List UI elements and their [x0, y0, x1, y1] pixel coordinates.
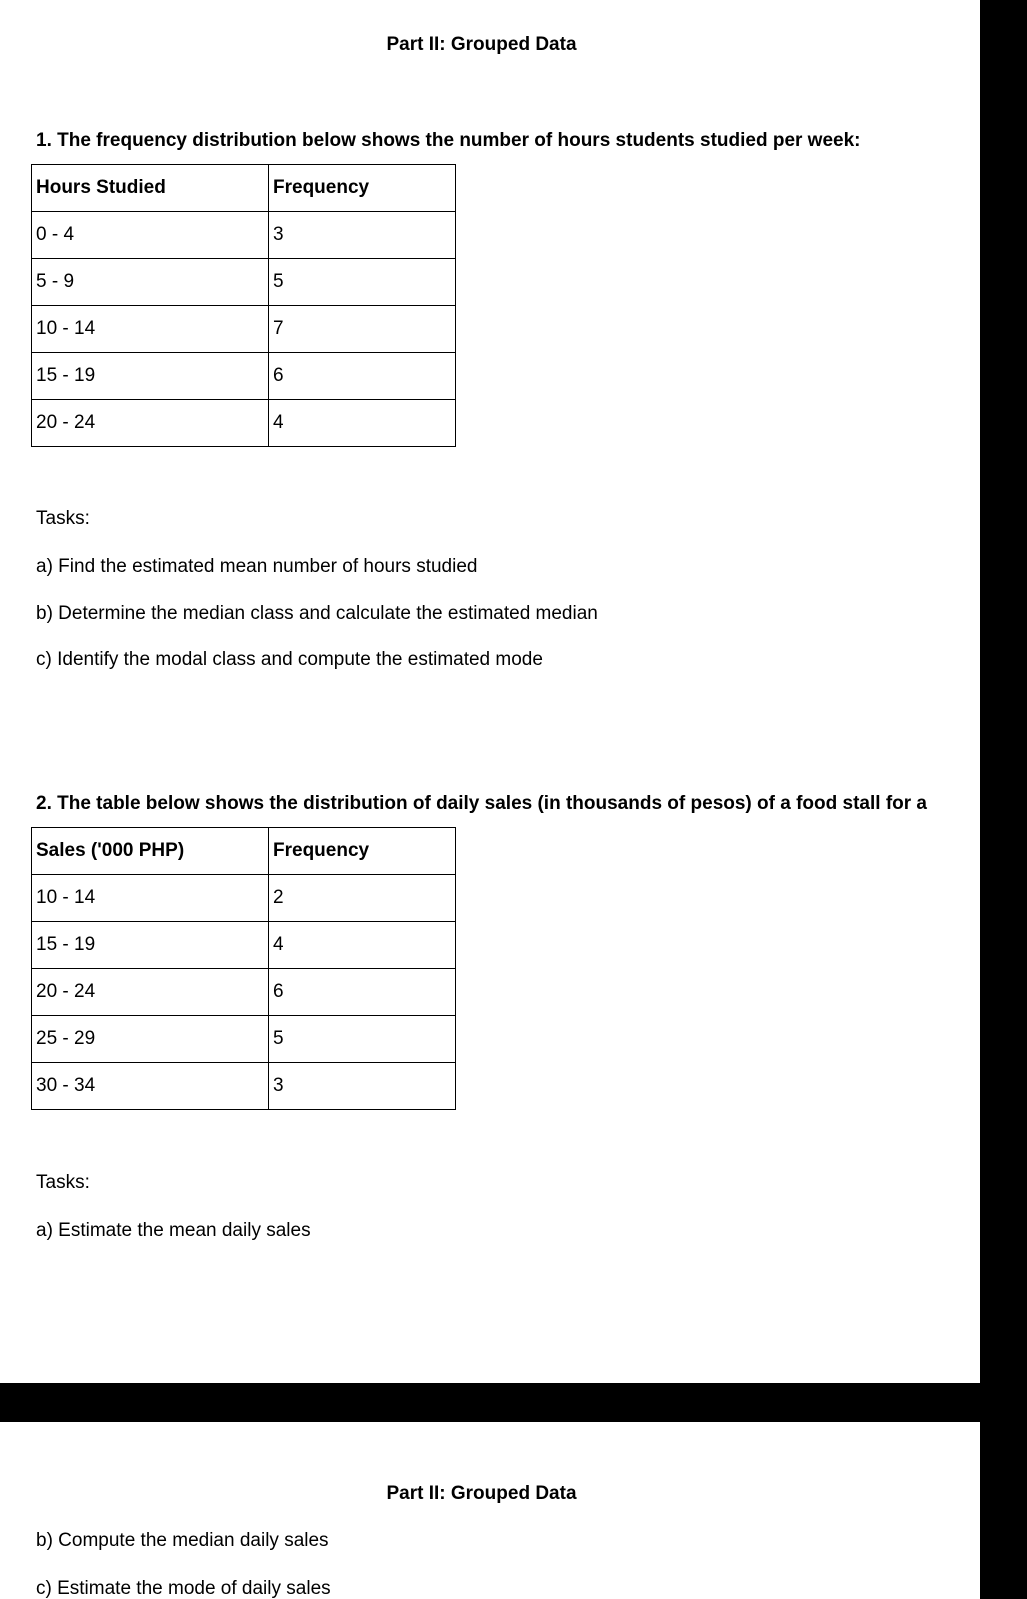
frequency-cell: 6 — [269, 353, 456, 400]
column-header-hours: Hours Studied — [32, 165, 269, 212]
table-row — [32, 353, 456, 400]
question-2-prompt: 2. The table below shows the distribution of daily sales (in thousands of pesos) of a food stall for a — [36, 793, 927, 814]
class-interval-cell: 10 - 14 — [32, 306, 269, 353]
column-header-frequency: Frequency — [269, 828, 456, 875]
question-1-prompt: 1. The frequency distribution below shows the number of hours students studied per week: — [36, 130, 861, 151]
page-break-bar — [0, 1383, 980, 1422]
task-item: b) Compute the median daily sales — [36, 1530, 329, 1551]
frequency-cell: 5 — [269, 259, 456, 306]
class-interval-cell: 10 - 14 — [32, 875, 269, 922]
frequency-cell: 4 — [269, 400, 456, 447]
right-edge-bar — [980, 0, 1027, 1599]
frequency-cell: 2 — [269, 875, 456, 922]
frequency-cell: 3 — [269, 1063, 456, 1110]
class-interval-cell: 0 - 4 — [32, 212, 269, 259]
table-header-row — [32, 165, 456, 212]
table-header-row — [32, 828, 456, 875]
class-interval-cell: 30 - 34 — [32, 1063, 269, 1110]
table-row — [32, 1016, 456, 1063]
tasks-label: Tasks: — [36, 508, 90, 529]
frequency-cell: 3 — [269, 212, 456, 259]
table-row — [32, 922, 456, 969]
class-interval-cell: 15 - 19 — [32, 922, 269, 969]
class-interval-cell: 5 - 9 — [32, 259, 269, 306]
table-row — [32, 400, 456, 447]
frequency-cell: 6 — [269, 969, 456, 1016]
class-interval-cell: 20 - 24 — [32, 400, 269, 447]
class-interval-cell: 25 - 29 — [32, 1016, 269, 1063]
column-header-sales: Sales ('000 PHP) — [32, 828, 269, 875]
task-item: c) Estimate the mode of daily sales — [36, 1578, 331, 1599]
task-item: c) Identify the modal class and compute the estimated mode — [36, 649, 543, 670]
table-row — [32, 306, 456, 353]
page-title: Part II: Grouped Data — [386, 1483, 577, 1504]
hours-studied-table — [31, 164, 456, 447]
daily-sales-table — [31, 827, 456, 1110]
table-row — [32, 259, 456, 306]
class-interval-cell: 20 - 24 — [32, 969, 269, 1016]
tasks-label: Tasks: — [36, 1172, 90, 1193]
frequency-cell: 7 — [269, 306, 456, 353]
table-row — [32, 875, 456, 922]
table-row — [32, 969, 456, 1016]
table-row — [32, 212, 456, 259]
task-item: a) Find the estimated mean number of hours studied — [36, 556, 478, 577]
task-item: a) Estimate the mean daily sales — [36, 1220, 311, 1241]
frequency-cell: 5 — [269, 1016, 456, 1063]
column-header-frequency: Frequency — [269, 165, 456, 212]
task-item: b) Determine the median class and calculate the estimated median — [36, 603, 598, 624]
class-interval-cell: 15 - 19 — [32, 353, 269, 400]
table-row — [32, 1063, 456, 1110]
page-title: Part II: Grouped Data — [386, 34, 577, 55]
document-page-2 — [0, 1422, 980, 1599]
frequency-cell: 4 — [269, 922, 456, 969]
